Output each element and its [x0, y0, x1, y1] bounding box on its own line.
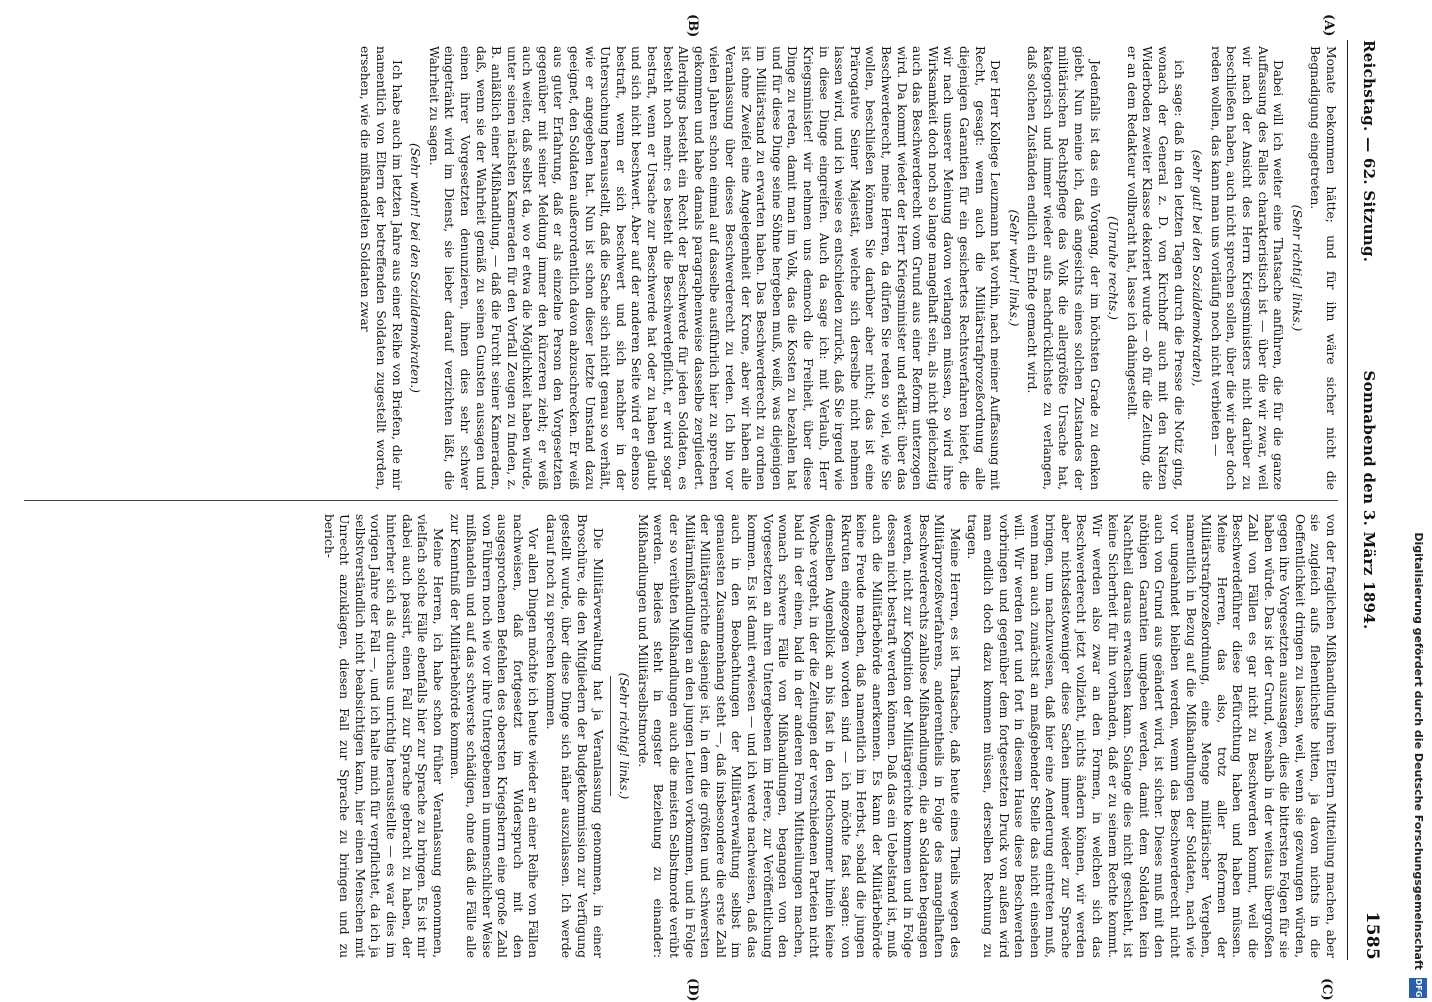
interjection: (Unruhe rechts.)	[1106, 216, 1121, 320]
paragraph: von der fraglichen Mißhandlung ihren Eltern Mitteilung machen, aber sie zugleich aufs flehentlichste bitten, ja davon nichts in die Oeffentlichkeit dringen zu lassen, weil, wenn sie gezwungen würden, gegen ihre Vorgesetzten auszusagen, dies die bittersten Folgen für sie haben würde. Das ist der Grund, weshalb in der weitaus übergroßen Zahl von Fällen es gar nicht zu Beschwerden kommt, weil die Beschwerdeführer diese Befürchtung haben und haben müssen. Meine Herren, das also, trotz aller Reformen der Militärstrafprozeßordnung, eine Menge militärischer Vergehen, namentlich in Bezug auf die Mißhandlungen der Soldaten, nach wie vor ungeahndet bleiben werden, wenn das Beschwerderecht nicht auch von Grund aus geändert wird, ist sicher. Dieses muß mit den nöthigen Garantien umgeben werden, damit dem Soldaten kein Nachtheil daraus erwachsen kann. Solange dies nicht geschieht, ist keine Sicherheit für ihn vorhanden, daß er zu seinem Rechte kommt. Wir werden also zwar an den Formen, in welchen sich das Beschwerderecht jetzt vollzieht, nichts ändern können, wir werden aber nichtsdestoweniger diese Sachen immer wieder zur Sprache bringen, um nachzuweisen, daß hier eine Aenderung eintreten muß, wenn man auch zunächst an maßgebender Stelle das nicht einsehen will. Wir werden fort und fort in diesem Hause diese Beschwerden vorbringen und gegenüber dem fortgesetzten Druck von außen wird man endlich doch dazu kommen müssen, derselben Rechnung zu tragen.	[965, 514, 1338, 958]
paragraph: Der Herr Kollege Leuzmann hat vorhin, nach meiner Auffassung mit Recht, gesagt: wenn auch die Militärstrafprozeßordnung alle diejenigen Garantien für ein gesichertes Rechtsverfahren bietet, die wir nach unserer Meinung davon verlangen müssen, so wird ihre Wirksamkeit doch noch so lange mangelhaft sein, als nicht gleichzeitig auch das Beschwerderecht vom Grund aus einer Reform unterzogen wird. Da kommt wieder der Herr Kriegsminister und erklärt: über das Beschwerderecht, meine Herren, da dürfen Sie reden so viel, wie Sie wollen, beschließen können Sie darüber aber nicht; das ist eine Prärogative Seiner Majestät, welche sich derselbe nicht nehmen lassen wird, und ich weise es entschieden zurück, daß Sie irgend wie in diese Dinge eingreifen. Auch da sage ich: mit Verlaub, Herr Kriegsminister! wir nehmen uns dennoch die Freiheit, über diese Dinge zu reden, damit man im Volk, das die Kosten zu bezahlen hat und für diese Dinge seine Söhne hergeben muß, weiß, was diejenigen im Militärstand zu erwarten haben. Das Beschwerderecht zu ordnen ist ohne Zweifel eine Angelegenheit der Krone, aber wir haben alle Veranlassung über dieses Beschwerderecht zu reden. Ich bin vor vielen Jahren schon einmal auf dasselbe ausführlich hier zu sprechen gekommen und habe damals paragraphenweise dasselbe zergliedert. Allerdings besteht ein Recht der Beschwerde für jeden Soldaten, es besteht noch mehr: es besteht die Beschwerdepflicht, er wird sogar bestraft, wenn er Ursache zur Beschwerde hat oder zu haben glaubt und sich nicht beschwert. Aber auf der anderen Seite wird er ebenso bestraft, wenn er sich beschwert und sich nachher in der Untersuchung herausstellt, daß die Sache sich nicht genau so verhält, wie er angegeben hat. Nun ist schon dieser letzte Umstand dazu geeignet, den Soldaten außerordentlich davon abzuschrecken. Er weiß aus guter Erfahrung, daß er als einzelne Person den Vorgesetzten gegenüber mit seiner Meldung immer den kürzeren zieht; er weiß auch weiter, daß selbst da, wo er etwa die Möglichkeit haben würde, unter seinen nächsten Kameraden für den Vorfall Zeugen zu finden, z. B. anläßlich einer Mißhandlung, — daß die Furcht seiner Kameraden, daß, wenn sie der Wahrheit gemäß zu seinen Gunsten aussagen und einen ihrer Vorgesetzten denunzieren, ihnen dies sehr schwer eingetränkt wird im Dienst, sie lieber darauf verzichten läßt, die Wahrheit zu sagen.	[426, 46, 1003, 490]
left-column	[20, 46, 1338, 490]
column-divider	[24, 500, 1338, 501]
paragraph: Vor allen Dingen möchte ich heute wieder an einer Reihe von Fällen nachweisen, daß fortgesetzt im Widerspruch mit den ausgesprochenen Befehlen des obersten Kriegsherrn eine große Zahl von Führern noch wie vor ihre Untergebenen in unmenschlicher Weise mißhandeln und auf das schwerste schädigen, ohne daß die Fälle alle zur Kenntniß der Militärbehörde kommen.	[448, 514, 541, 958]
paragraph: Dabei will ich weiter eine Thatsache anführen, die für die ganze Auffassung des Falles charakteristisch ist — über die wir zwar, weil wir nach der Ansicht des Herrn Kriegsministers nicht darüber zu beschließen haben, auch nicht sprechen sollen, über die wir aber doch reden wollen, das kann man uns vorläufig noch nicht verbieten —	[1208, 46, 1286, 490]
paragraph: Ich habe auch im letzten Jahre aus einer Reihe von Briefen, die mir namentlich von Eltern der betreffenden Soldaten zugestellt worden, ersehen, wie die mißhandelten Soldaten zwar	[358, 46, 404, 490]
paragraph: Meine Herren, ich habe schon früher Veranlassung genommen, vielfach solche Fälle ebenfalls hier zur Sprache zu bringen. Es ist mir dabei auch passirt, einen Fall zur Sprache gebracht zu haben, der hinterher sich als durchaus unrichtig herausstellte — es war dies im vorigen Jahre der Fall —, und ich halte mich für verpflichtet, da ich ja selbstverständlich nicht beabsichtigen kann, hier einen Menschen mit Unrecht anzuklagen, diesen Fall zur Sprache zu bringen und zu berich-	[321, 514, 445, 958]
margin-label-b: (B)	[685, 14, 700, 38]
interjection: (Sehr richtig! links.)	[1289, 204, 1304, 332]
right-column	[20, 514, 1338, 958]
margin-label-c: (C)	[1319, 978, 1334, 1001]
page-header	[1352, 40, 1386, 960]
section-rule	[610, 676, 611, 796]
page-number: 1585	[1362, 911, 1382, 960]
running-title: Reichstag. — 62. Sitzung.	[1360, 40, 1378, 263]
interjection: (Sehr wahr! bei den Sozialdemokraten.)	[408, 143, 423, 393]
dfg-credit-strip	[1404, 0, 1432, 1000]
paragraph: ich sage: daß in den letzten Tagen durch die Presse die Notiz ging, wonach der General z. D. von Kirchhoff auch mit den Natzen Widerboden zweiter Klasse dekoriert wurde — ob für die Zeitung, die er an dem Redakteur vollbracht hat, lasse ich dahingestellt.	[1124, 46, 1186, 490]
paragraph: Jedenfalls ist das ein Vorgang, der im höchsten Grade zu denken giebt. Nun meine ich, daß angesichts eines solchen Zustandes der militärischen Rechtspflege das Volk die allergrößte Ursache hat, kategorisch und immer wieder aufs nachdrücklichste zu verlangen, daß solchen Zuständen endlich ein Ende gemacht wird.	[1025, 46, 1102, 490]
dfg-credit-text: Digitalisierung gefördert durch die Deutsche Forschungsgemeinschaft	[1412, 532, 1425, 970]
paragraph: Die Militärverwaltung hat ja Veranlassung genommen, in einer Broschüre, die den Mitgliedern der Budgetkommission zur Verfügung gestellt wurde, über diese Dinge sich näher auszulassen. Ich werde darauf noch zu sprechen kommen.	[543, 514, 605, 958]
interjection: (Sehr richtig! links.)	[617, 672, 632, 800]
session-date: Sonnabend den 3. März 1894.	[1360, 370, 1378, 630]
margin-label-a: (A)	[1321, 14, 1336, 37]
interjection: (Sehr wahr! links.)	[1006, 209, 1021, 327]
paragraph: Monate bekommen hätte; und für ihn wäre sicher nicht die Begnadigung eingetreten.	[1308, 46, 1338, 490]
paragraph: Meine Herren, es ist Thatsache, daß heute eines Theils wegen des Militärprozeßverfahrens, anderentheils in Folge des mangelhaften Beschwerderechts zahllose Mißhandlungen, die an Soldaten begangen werden, nicht zur Kognition der Militärgerichte kommen und in Folge dessen nicht bestraft werden können. Daß das ein Uebelstand ist, muß auch die Militärbehörde anerkennen. Es kann der Militärbehörde keine Freude machen, daß namentlich im Herbst, sobald die jungen Rekruten eingezogen worden sind — ich möchte fast sagen: von demselben Augenblick an bis fast in den Hochsommer hinein keine Woche vergeht, in der die Zeitungen der verschiedenen Parteien nicht bald in der einen, bald in der anderen Form Mittheilungen machen, wonach schwere Fälle von Mißhandlungen, begangen von den Vorgesetzten an ihren Untergebenen im Heere, zur Veröffentlichung kommen. Es ist damit erwiesen — und ich werde nachweisen, daß das auch in den Beobachtungen der Militärverwaltung selbst im genauesten Zusammenhang steht —, daß insbesondere die erste Zahl der Militärgerichte dasjenige ist, in dem die größten und schwersten Militärmißhandlungen an den jungen Leuten vorkommen, und in Folge der so verübten Mißhandlungen auch die meisten Selbstmorde verübt werden. Beides steht in engster Beziehung zu einander: Mißhandlungen und Militärselbstmorde.	[635, 514, 962, 958]
margin-label-d: (D)	[685, 978, 700, 1002]
dfg-logo-icon: DFG	[1409, 978, 1427, 998]
header-rule	[1347, 40, 1348, 960]
interjection: (sehr gut! bei den Sozialdemokraten),	[1190, 149, 1205, 387]
